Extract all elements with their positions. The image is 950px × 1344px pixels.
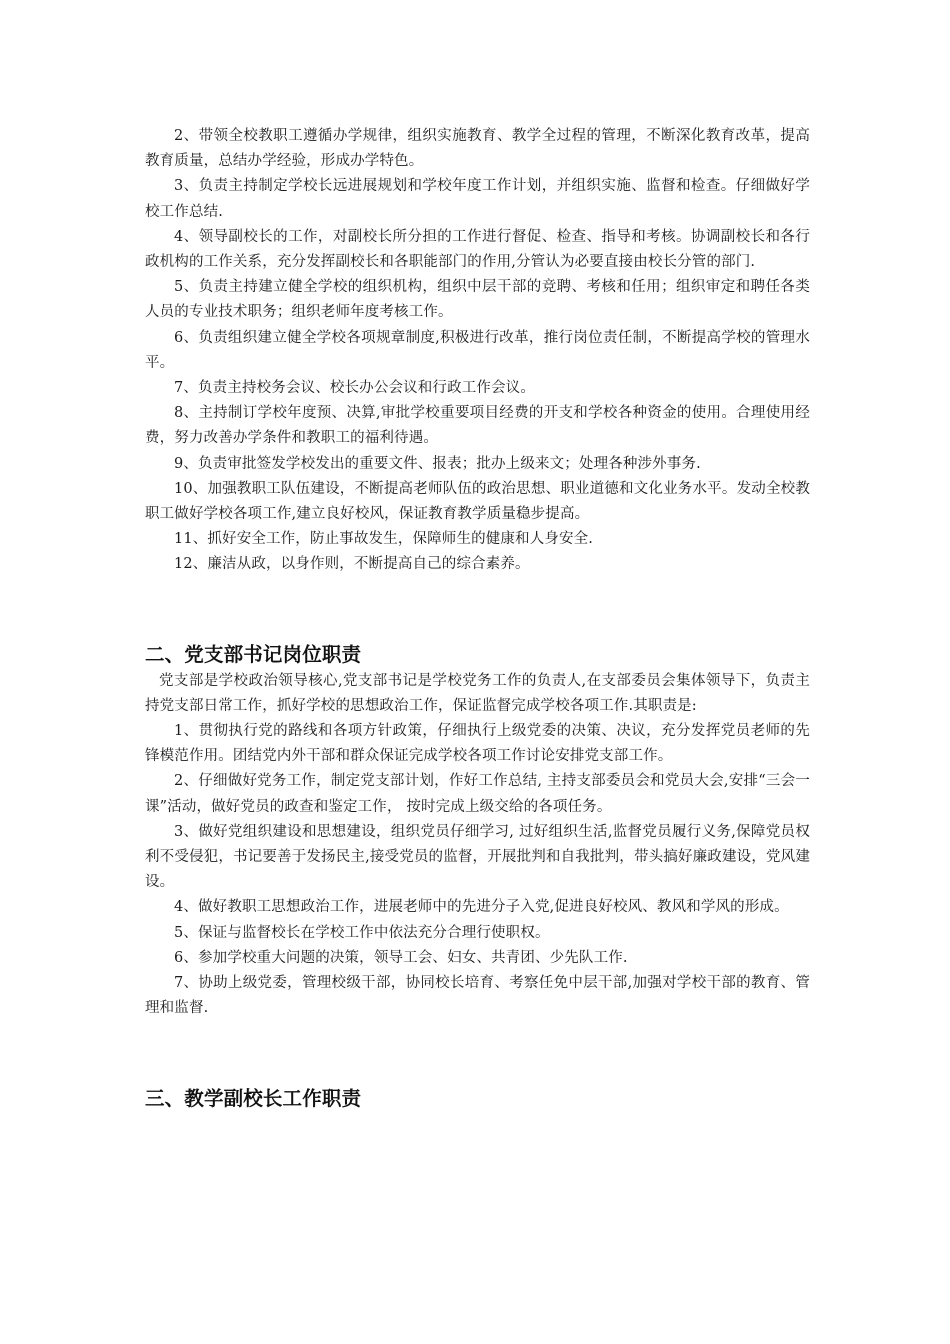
list-item: 7、协助上级党委，管理校级干部，协同校长培育、考察任免中层干部,加强对学校干部的教育、管理和监督. bbox=[145, 975, 810, 1017]
list-item: 4、领导副校长的工作，对副校长所分担的工作进行督促、检查、指导和考核。协调副校长和各行政机构的工作关系，充分发挥副校长和各职能部门的作用,分管认为必要直接由校长分管的部门. bbox=[145, 228, 810, 271]
principal-duties-list bbox=[145, 124, 810, 578]
list-item: 3、做好党组织建设和思想建设，组织党员仔细学习, 过好组织生活,监督党员履行义务,保障党员权利不受侵犯，书记要善于发扬民主,接受党员的监督，开展批判和自我批判，带头搞好廉政建设，党风建设。 bbox=[145, 823, 810, 891]
list-item: 10、加强教职工队伍建设，不断提高老师队伍的政治思想、职业道德和文化业务水平。发动全校教职工做好学校各项工作,建立良好校风，保证教育教学质量稳步提高。 bbox=[145, 480, 810, 523]
list-item: 9、负责审批签发学校发出的重要文件、报表；批办上级来文；处理各种涉外事务. bbox=[174, 455, 701, 472]
list-item: 6、参加学校重大问题的决策，领导工会、妇女、共青团、少先队工作. bbox=[174, 949, 628, 966]
section-spacer bbox=[145, 1022, 810, 1085]
list-item: 2、仔细做好党务工作，制定党支部计划，作好工作总结, 主持支部委员会和党员大会,安排“三会一课”活动，做好党员的政查和鉴定工作， 按时完成上级交给的各项任务。 bbox=[145, 773, 810, 815]
list-item: 8、主持制订学校年度预、决算,审批学校重要项目经费的开支和学校各种资金的使用。合理使用经费，努力改善办学条件和教职工的福利待遇。 bbox=[145, 405, 810, 447]
document-body bbox=[145, 124, 810, 1113]
list-item: 5、保证与监督校长在学校工作中依法充分合理行使职权。 bbox=[174, 924, 550, 941]
list-item: 3、负责主持制定学校长远进展规划和学校年度工作计划，并组织实施、监督和检查。仔细做好学校工作总结. bbox=[145, 178, 810, 220]
list-item: 6、负责组织建立健全学校各项规章制度,积极进行改革，推行岗位责任制，不断提高学校的管理水平。 bbox=[145, 329, 810, 371]
list-item: 2、带领全校教职工遵循办学规律，组织实施教育、教学全过程的管理，不断深化教育改革，提高教育质量，总结办学经验，形成办学特色。 bbox=[145, 128, 810, 170]
list-item: 5、负责主持建立健全学校的组织机构，组织中层干部的竞聘、考核和任用；组织审定和聘任各类人员的专业技术职务；组织老师年度考核工作。 bbox=[145, 279, 810, 321]
section-heading-party-secretary: 二、党支部书记岗位职责 bbox=[145, 642, 362, 666]
section-spacer bbox=[145, 578, 810, 641]
section-heading-vice-principal: 三、教学副校长工作职责 bbox=[145, 1086, 362, 1110]
section-intro: 党支部是学校政治领导核心,党支部书记是学校党务工作的负责人,在支部委员会集体领导下，负责主持党支部日常工作，抓好学校的思想政治工作，保证监督完成学校各项工作.其职责是: bbox=[145, 672, 810, 714]
list-item: 12、廉洁从政，以身作则，不断提高自己的综合素养。 bbox=[174, 556, 530, 573]
list-item: 1、贯彻执行党的路线和各项方针政策，仔细执行上级党委的决策、决议，充分发挥党员老师的先锋模范作用。团结党内外干部和群众保证完成学校各项工作讨论安排党支部工作。 bbox=[145, 723, 810, 765]
list-item: 11、抓好安全工作，防止事故发生，保障师生的健康和人身安全. bbox=[174, 531, 594, 548]
list-item: 7、负责主持校务会议、校长办公会议和行政工作会议。 bbox=[174, 380, 535, 397]
list-item: 4、做好教职工思想政治工作，进展老师中的先进分子入党,促进良好校风、教风和学风的形成。 bbox=[174, 899, 789, 916]
party-secretary-duties-list bbox=[145, 719, 810, 1021]
